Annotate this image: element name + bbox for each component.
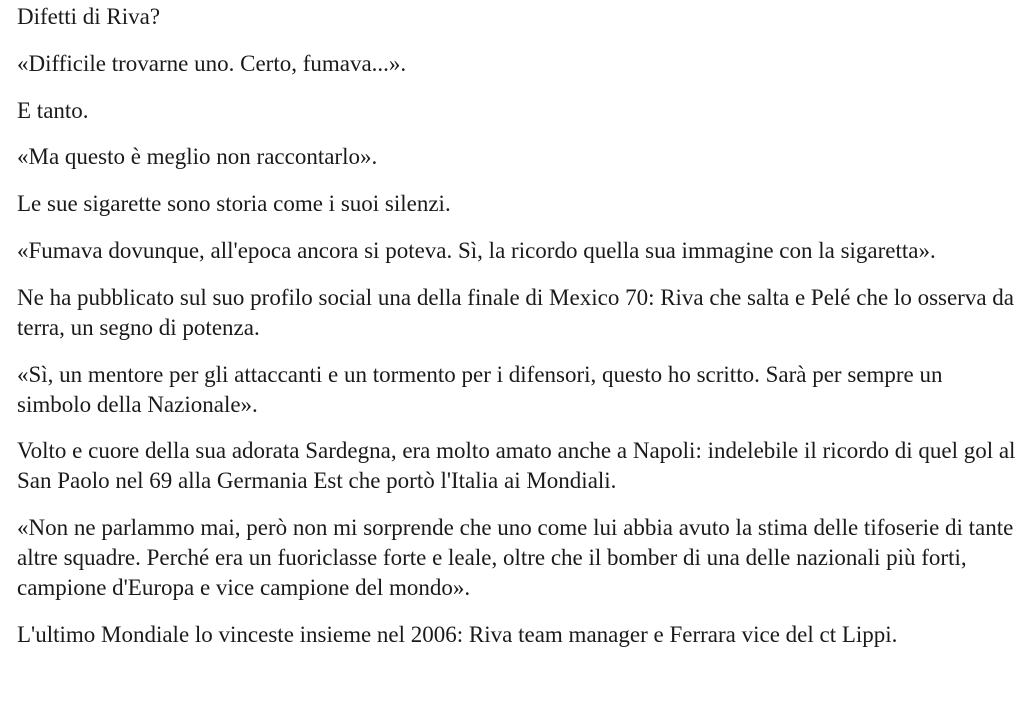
paragraph-e-tanto: E tanto. [17, 97, 89, 123]
paragraph-quote-fumava: «Fumava dovunque, all'epoca ancora si poteva. Sì, la ricordo quella sua immagine con la sigaretta». [17, 237, 936, 263]
paragraph-sardegna-napoli: Volto e cuore della sua adorata Sardegna, era molto amato anche a Napoli: indelebile il ricordo di quel gol al San Paolo nel 69 alla Germania Est che portò l'Italia ai Mondiali. [17, 438, 1016, 494]
paragraph-sigarette: Le sue sigarette sono storia come i suoi silenzi. [17, 191, 451, 217]
paragraph-mondiale-2006: L'ultimo Mondiale lo vinceste insieme nel 2006: Riva team manager e Ferrara vice del ct Lippi. [17, 621, 898, 647]
article-body [17, 0, 1022, 667]
paragraph-quote-stima: «Non ne parlammo mai, però non mi sorprende che uno come lui abbia avuto la stima delle tifoserie di tante altre squadre. Perché era un fuoriclasse forte e leale, oltre che il bomber di una delle nazionali più forti, campione d'Europa e vice campione del mondo». [17, 515, 1014, 601]
paragraph-question: Difetti di Riva? [17, 4, 161, 29]
paragraph-quote-difficult: «Difficile trovarne uno. Certo, fumava...». [17, 50, 407, 76]
paragraph-mexico-70: Ne ha pubblicato sul suo profilo social una della finale di Mexico 70: Riva che salta e Pelé che lo osserva da terra, un segno di potenza. [17, 284, 1015, 340]
paragraph-quote-non-raccontarlo: «Ma questo è meglio non raccontarlo». [17, 144, 378, 170]
paragraph-quote-mentore: «Sì, un mentore per gli attaccanti e un tormento per i difensori, questo ho scritto. Sarà per sempre un simbolo della Nazionale». [17, 361, 943, 417]
